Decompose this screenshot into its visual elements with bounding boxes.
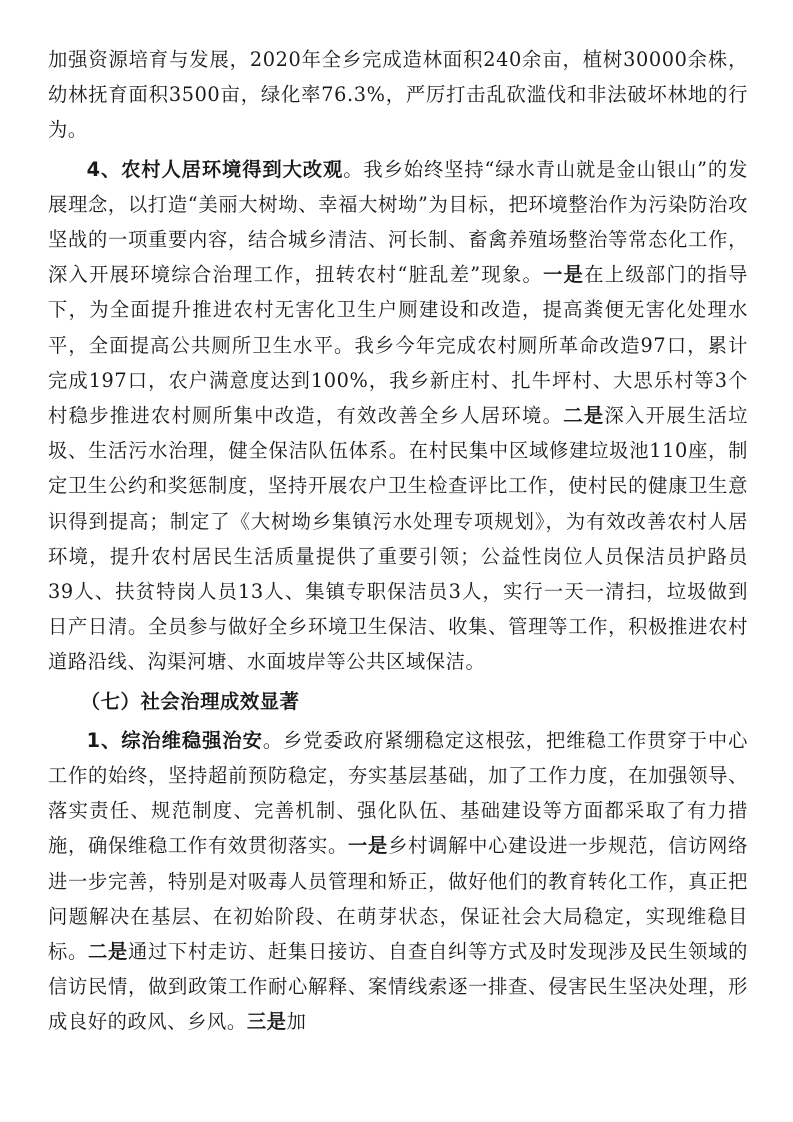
subheading-stability: 1、综治维稳强治安 (86, 728, 263, 752)
point-marker-second: 二是 (563, 404, 605, 428)
point-marker-first: 一是 (543, 263, 585, 287)
paragraph-text: 深入开展生活垃圾、生活污水治理，健全保洁队伍体系。在村民集中区域修建垃圾池110座，制定卫生公约和奖惩制度，坚持开展农户卫生检查评比工作，使村民的健康卫生意识得到提高；制定了《大树坳乡集镇污水处理专项规划》，为有效改善农村人居环境，提升农村居民生活质量提供了重要引领；公益性岗位人员保洁员护路员39人、扶贫特岗人员13人、集镇专职保洁员3人，实行一天一清扫，垃圾做到日产日清。全员参与做好全乡环境卫生保洁、收集、管理等工作，积极推进农村道路沿线、沟渠河塘、水面坡岸等公共区域保洁。 (48, 404, 748, 674)
paragraph-text: 在上级部门的指导下，为全面提升推进农村无害化卫生户厕建设和改造，提高粪便无害化处理水平，全面提高公共厕所卫生水平。我乡今年完成农村厕所革命改造97口，累计完成197口，农户满意度达到100%，我乡新庄村、扎牛坪村、大思乐村等3个村稳步推进农村厕所集中改造，有效改善全乡人居环境。 (48, 263, 748, 428)
subheading-rural-environment: 4、农村人居环境得到大改观 (86, 157, 344, 181)
paragraph-stability (48, 723, 748, 1040)
paragraph-text: 加强资源培育与发展，2020年全乡完成造林面积240余亩，植树30000余株，幼林抚育面积3500亩，绿化率76.3%，严厉打击乱砍滥伐和非法破坏林地的行为。 (48, 48, 748, 142)
paragraph-text: 。我乡始终坚持“绿水青山就是金山银山”的发展理念，以打造“美丽大树坳、幸福大树坳”为目标，把环境整治作为污染防治攻坚战的一项重要内容，结合城乡清洁、河长制、畜禽养殖场整治等常态化工作，深入开展环境综合治理工作，扭转农村“脏乱差”现象。 (48, 157, 748, 287)
point-marker-second: 二是 (88, 940, 129, 964)
paragraph-forestry (48, 42, 748, 148)
paragraph-text: 通过下村走访、赶集日接访、自查自纠等方式及时发现涉及民生领域的信访民情，做到政策工作耐心解释、案情线索逐一排查、侵害民生坚决处理，形成良好的政风、乡风。 (48, 940, 748, 1034)
paragraph-text: 。乡党委政府紧绷稳定这根弦，把维稳工作贯穿于中心工作的始终，坚持超前预防稳定，夯实基层基础，加了工作力度，在加强领导、落实责任、规范制度、完善机制、强化队伍、基础建设等方面都采取了有力措施，确保维稳工作有效贯彻落实。 (48, 728, 748, 858)
paragraph-text: 乡村调解中心建设进一步规范，信访网络进一步完善，特别是对吸毒人员管理和矫正，做好他们的教育转化工作，真正把问题解决在基层、在初始阶段、在萌芽状态，保证社会大局稳定，实现维稳目标。 (48, 834, 748, 964)
section-heading: （七）社会治理成效显著 (80, 689, 300, 713)
document-page (48, 42, 748, 1044)
paragraph-text: 加 (286, 1010, 307, 1034)
point-marker-first: 一是 (348, 834, 389, 858)
point-marker-third: 三是 (246, 1010, 287, 1034)
paragraph-rural-environment (48, 152, 748, 680)
